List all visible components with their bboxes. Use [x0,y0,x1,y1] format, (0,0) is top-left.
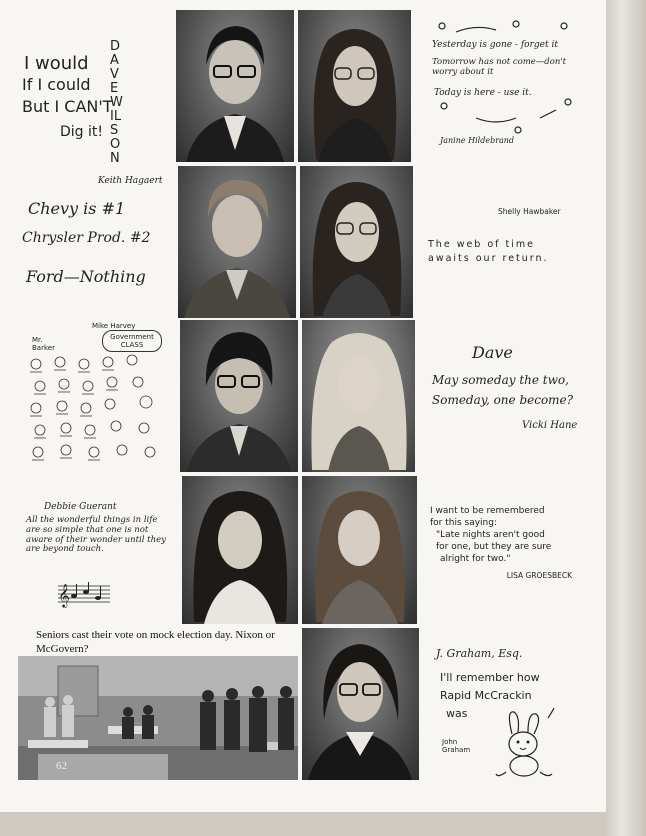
candid-election-photo [18,656,298,780]
signature: Debbie Guerant [44,502,117,512]
classroom-doodle-icon [26,352,166,464]
note-heading: Dave [472,343,513,362]
note-line: Today is here - use it. [434,88,532,98]
signature: Shelly Hawbaker [498,207,561,216]
election-caption: Seniors cast their vote on mock election day. Nixon or McGovern? [36,629,275,656]
note-line: was [446,707,468,720]
label-top: Mike Harvey [92,322,136,330]
rabbit-doodle-icon [492,708,556,780]
music-notes-icon [56,580,112,608]
note-line: for one, but they are sure [436,542,552,552]
signature-name: John Graham [442,738,471,755]
signature: J. Graham, Esq. [436,647,523,660]
signature: Vicki Hane [522,420,578,431]
signature: Janine Hildebrand [440,136,515,145]
note-line: I'll remember how [440,671,540,684]
portrait-figure [302,476,417,624]
portrait-figure [176,10,294,162]
note-line: If I could [22,75,91,94]
note-line: Tomorrow has not come—don't worry about it [432,57,567,77]
note-line: May someday the two, [432,373,569,387]
portrait-figure [302,628,419,780]
note-text: All the wonderful things in life are so simple that one is not aware of their wonder until they are beyond touch. [26,515,166,555]
page-number: 62 [56,760,67,772]
portrait-figure [300,166,413,318]
portrait-mike-harvey [180,320,298,472]
signature: Keith Hagaert [98,176,163,186]
portrait-dave-wilson [176,10,294,162]
note-line: Dig it! [60,124,103,140]
portrait-john-graham [302,628,419,780]
flower-doodle-icon [436,18,586,138]
portrait-vicki-hane [302,320,415,472]
portrait-keith-hagaert [178,166,296,318]
note-line: Someday, one become? [432,393,574,407]
portrait-shelly-hawbaker [300,166,413,318]
note-line: alright for two." [440,554,511,564]
note-line: Yesterday is gone - forget it [432,40,558,50]
note-text: The web of time awaits our return. [428,239,549,265]
note-line: for this saying: [430,518,497,528]
note-line: But I CAN'T [22,97,113,116]
portrait-janine-hildebrand [298,10,411,162]
svg-text:𝄞: 𝄞 [58,583,70,607]
note-line: Ford—Nothing [26,267,146,286]
portrait-debbie-guerant [182,476,298,624]
note-line: I would [24,53,89,74]
portrait-figure [178,166,296,318]
portrait-figure [182,476,298,624]
vertical-name: DAVE WILSON [110,39,123,166]
signature: LISA GROESBECK [506,571,572,580]
label-box: Government CLASS [102,330,162,352]
portrait-lisa-groesbeck [302,476,417,624]
portrait-figure [298,10,411,162]
portrait-figure [180,320,298,472]
page-bottom-edge [0,812,606,836]
note-line: Chevy is #1 [28,199,126,218]
book-spine [606,0,646,836]
label-left: Mr. Barker [32,336,55,353]
note-line: "Late nights aren't good [436,530,545,540]
note-line: Chrysler Prod. #2 [22,230,151,246]
note-line: Rapid McCrackin [440,689,532,702]
portrait-figure [302,320,415,472]
note-line: I want to be remembered [430,506,545,516]
